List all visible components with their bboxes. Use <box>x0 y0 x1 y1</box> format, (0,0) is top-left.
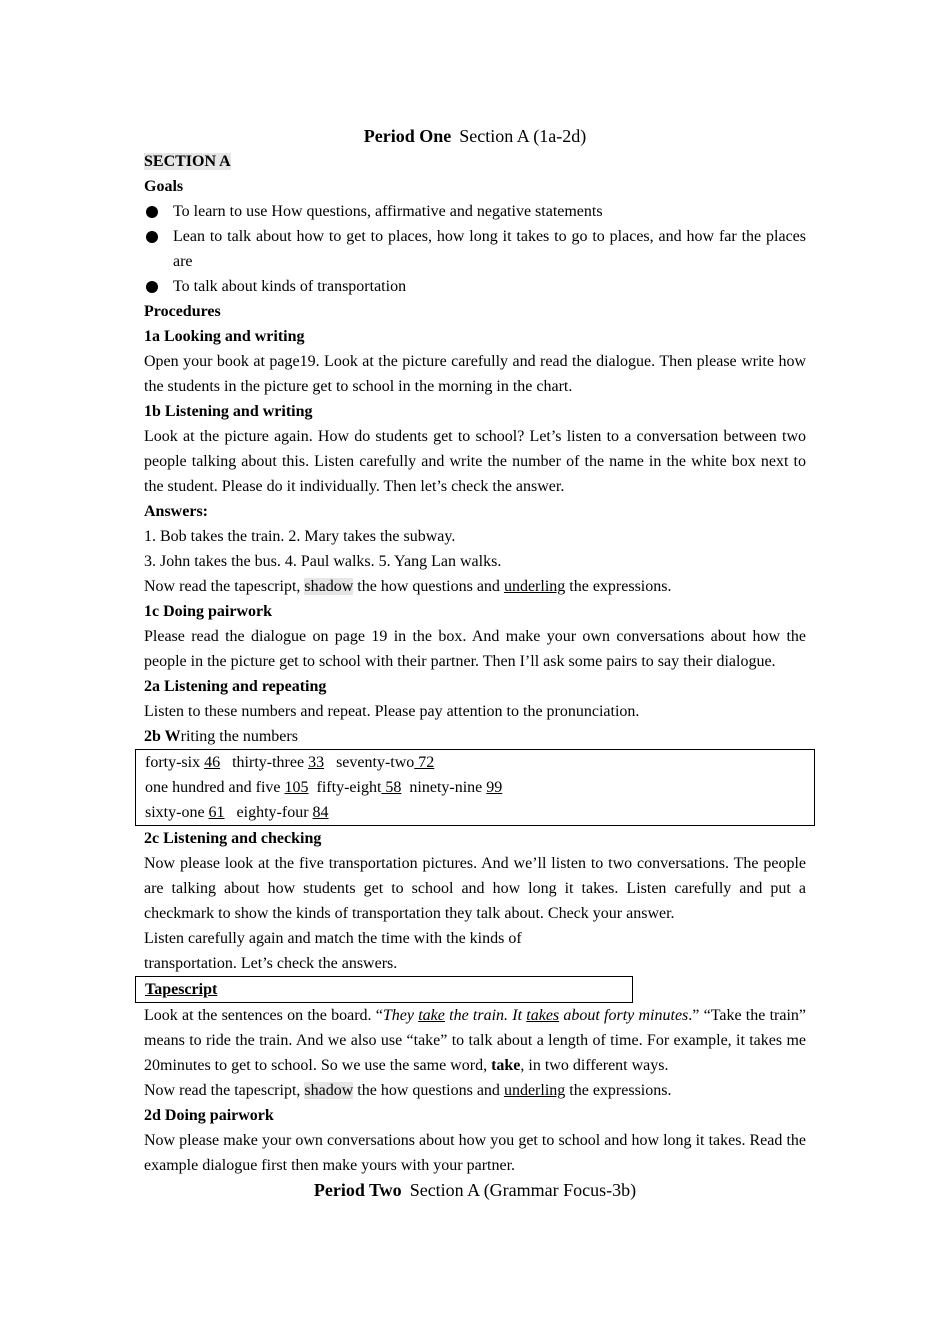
period-one-section: Section A (1a-2d) <box>459 126 587 146</box>
answers-line-2: 3. John takes the bus. 4. Paul walks. 5. Yang Lan walks. <box>144 553 502 570</box>
read-tapescript-line: Now read the tapescript, shadow the how questions and underling the expressions. <box>144 1082 672 1099</box>
paragraph-2c-line: Listen carefully again and match the time with the kinds of <box>144 930 522 947</box>
goal-item: To learn to use How questions, affirmative and negative statements <box>144 199 806 224</box>
heading-2c: 2c Listening and checking <box>144 830 322 847</box>
heading-1b: 1b Listening and writing <box>144 403 313 420</box>
goal-item: Lean to talk about how to get to places, how long it takes to go to places, and how far the places are <box>144 224 806 274</box>
period-two-title <box>144 1178 806 1203</box>
read-tapescript-line: Now read the tapescript, shadow the how questions and underling the expressions. <box>144 578 672 595</box>
heading-1a: 1a Looking and writing <box>144 328 305 345</box>
heading-1c: 1c Doing pairwork <box>144 603 272 620</box>
take-bold-word: take <box>491 1057 521 1074</box>
period-one-title <box>144 124 806 149</box>
goal-item: To talk about kinds of transportation <box>144 274 806 299</box>
bullet-icon <box>146 231 158 243</box>
procedures-heading: Procedures <box>144 303 221 320</box>
board-paragraph: Look at the sentences on the board. “They take the train. It takes about forty minutes.” “Take the train” means to ride the train. And we also use “take” to talk about a length of time. For example, it takes me 20minutes to get to school. So we use the same word, take, in two different ways. <box>144 1007 807 1074</box>
paragraph-1b: Look at the picture again. How do students get to school? Let’s listen to a conversation between two people talking about this. Listen carefully and write the number of the name in the white box next to the student. Please do it individually. Then let’s check the answer. <box>144 428 806 495</box>
shadow-word: shadow <box>304 578 354 595</box>
underling-word: underling <box>503 1082 566 1099</box>
heading-2b: 2b Writing the numbers <box>144 728 298 745</box>
tapescript-box <box>135 976 633 1003</box>
period-two-section: Section A (Grammar Focus-3b) <box>409 1180 637 1200</box>
heading-2d: 2d Doing pairwork <box>144 1107 274 1124</box>
shadow-word: shadow <box>304 1082 354 1099</box>
bullet-icon <box>146 206 158 218</box>
answers-heading: Answers: <box>144 503 208 520</box>
period-two-label: Period Two <box>313 1180 402 1200</box>
numbers-row: forty-six 46 thirty-three 33 seventy-two 72 <box>145 754 435 771</box>
numbers-row: one hundred and five 105 fifty-eight 58 ninety-nine 99 <box>145 779 503 796</box>
heading-2a: 2a Listening and repeating <box>144 678 327 695</box>
numbers-box <box>135 749 815 826</box>
paragraph-1c: Please read the dialogue on page 19 in the box. And make your own conversations about how the people in the picture get to school with their partner. Then I’ll ask some pairs to say their dialogue. <box>144 628 806 670</box>
takes-word: takes <box>526 1007 560 1024</box>
take-word: take <box>418 1007 445 1024</box>
underling-word: underling <box>503 578 566 595</box>
tapescript-label: Tapescript <box>145 981 218 998</box>
section-label: SECTION A <box>144 153 231 170</box>
numbers-row: sixty-one 61 eighty-four 84 <box>145 804 329 821</box>
paragraph-2c: Now please look at the five transportation pictures. And we’ll listen to two conversations. The people are talking about how students get to school and how long it takes. Listen carefully and put a checkmark to show the kinds of transportation they talk about. Check your answer. <box>144 855 806 922</box>
answers-line-1: 1. Bob takes the train. 2. Mary takes the subway. <box>144 528 456 545</box>
goals-heading: Goals <box>144 178 184 195</box>
paragraph-2d: Now please make your own conversations about how you get to school and how long it takes. Read the example dialogue first then make yours with your partner. <box>144 1132 806 1174</box>
period-one-label: Period One <box>363 126 452 146</box>
bullet-icon <box>146 281 158 293</box>
paragraph-2c-line: transportation. Let’s check the answers. <box>144 955 398 972</box>
document-page <box>144 124 806 1203</box>
paragraph-1a: Open your book at page19. Look at the picture carefully and read the dialogue. Then please write how the students in the picture get to school in the morning in the chart. <box>144 353 806 395</box>
paragraph-2a: Listen to these numbers and repeat. Please pay attention to the pronunciation. <box>144 703 640 720</box>
